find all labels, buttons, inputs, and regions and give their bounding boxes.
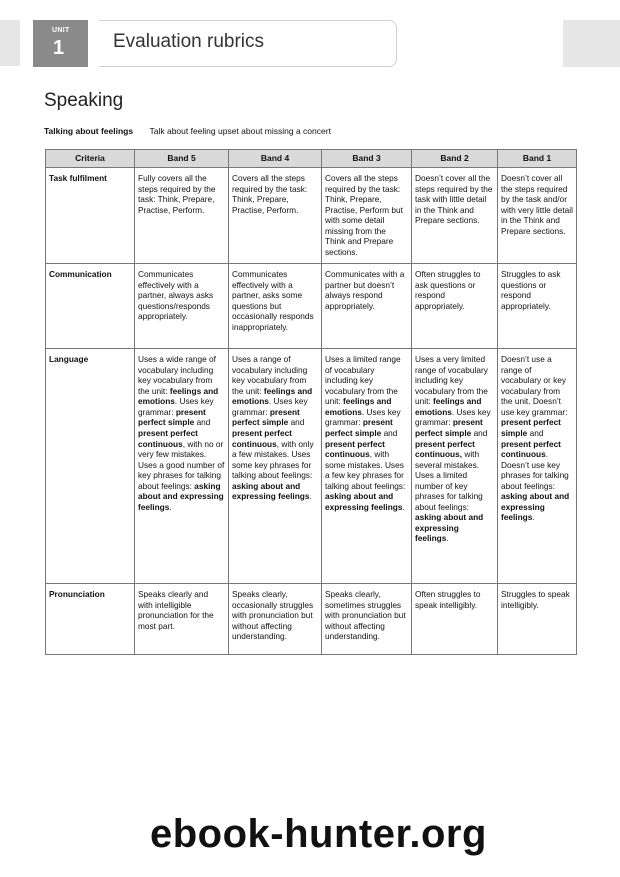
cell-text: .: [402, 501, 405, 512]
cell-text: and: [471, 427, 488, 438]
cell-text: Speaks clearly and with intelligible pronunciation for the most part.: [138, 589, 214, 631]
bold-term: present perfect simple: [415, 417, 483, 438]
cell-text: Communicates effectively with a partner, always asks questions/responds appropriately.: [138, 269, 214, 322]
cell-text: Doesn’t cover all the steps required by the task with little detail in the Think and Prepare sections.: [415, 173, 493, 226]
band-cell: [412, 168, 498, 264]
criteria-cell: Task fulfilment: [46, 168, 135, 264]
band-cell: [135, 264, 229, 349]
band-cell: [135, 349, 229, 584]
unit-badge: [33, 20, 88, 67]
bold-term: present perfect simple: [325, 417, 393, 438]
bold-term: present perfect continuous: [138, 427, 198, 449]
cell-text: Often struggles to ask questions or respond appropriately.: [415, 269, 481, 311]
cell-text: Speaks clearly, sometimes struggles with pronunciation but without affecting understanding.: [325, 589, 406, 642]
cell-text: . Uses key grammar:: [325, 406, 401, 428]
cell-text: .: [309, 491, 312, 502]
table-row: [46, 264, 577, 349]
bold-term: present perfect continuous: [325, 438, 385, 460]
bold-term: asking about and expressing feelings: [232, 480, 310, 502]
header-criteria: Criteria: [46, 150, 135, 168]
band-cell: [412, 584, 498, 655]
header-band-4: Band 4: [229, 150, 322, 168]
cell-text: Often struggles to speak intelligibly.: [415, 589, 481, 610]
left-margin-bar: [0, 20, 20, 66]
band-cell: [498, 264, 577, 349]
cell-text: Struggles to ask questions or respond appropriately.: [501, 269, 561, 311]
band-cell: [135, 584, 229, 655]
bold-term: present perfect continuous: [501, 438, 561, 460]
band-cell: [229, 584, 322, 655]
band-cell: [322, 349, 412, 584]
band-cell: [322, 264, 412, 349]
unit-label: UNIT: [52, 27, 70, 34]
cell-text: .: [446, 533, 449, 544]
cell-text: with several mistakes. Uses a limited number of key phrases for talking about feelings:: [415, 449, 483, 512]
cell-text: . Uses key grammar:: [232, 396, 308, 417]
bold-term: present perfect simple: [232, 406, 300, 428]
band-cell: [498, 349, 577, 584]
cell-text: , with only a few mistakes. Uses some key phrases for talking about feelings:: [232, 438, 314, 481]
right-margin-bar: [563, 20, 620, 67]
title-tab: [99, 20, 397, 67]
cell-text: Uses a limited range of vocabulary including key vocabulary from the unit:: [325, 354, 401, 407]
cell-text: Uses a very limited range of vocabulary including key vocabulary from the unit:: [415, 354, 488, 407]
band-cell: [229, 349, 322, 584]
cell-text: Fully covers all the steps required by the task: Think, Prepare, Practise, Perform.: [138, 173, 216, 215]
bold-term: present perfect simple: [501, 417, 561, 438]
band-cell: [412, 264, 498, 349]
page-title: Evaluation rubrics: [113, 31, 265, 52]
header-band-5: Band 5: [135, 150, 229, 168]
bold-term: asking about and expressing feelings: [138, 480, 224, 512]
cell-text: Covers all the steps required by the task: Think, Prepare, Practise, Perform.: [232, 173, 308, 215]
band-cell: [322, 168, 412, 264]
cell-text: . Doesn’t use key phrases for talking about feelings:: [501, 449, 569, 491]
band-cell: [229, 264, 322, 349]
cell-text: and: [527, 427, 544, 438]
band-cell: [135, 168, 229, 264]
task-description: Talk about feeling upset about missing a concert: [149, 126, 331, 136]
task-label: Talking about feelings: [44, 126, 134, 136]
cell-text: Doesn’t use a range of vocabulary or key vocabulary from the unit. Doesn’t use key grammar:: [501, 354, 568, 417]
criteria-cell: Language: [46, 349, 135, 584]
bold-term: present perfect simple: [138, 406, 206, 428]
bold-term: asking about and expressing feelings: [325, 491, 403, 512]
band-cell: [229, 168, 322, 264]
cell-text: , with some mistakes. Uses a few key phrases for talking about feelings:: [325, 449, 406, 491]
cell-text: and: [288, 417, 305, 428]
criteria-cell: Communication: [46, 264, 135, 349]
cell-text: Communicates effectively with a partner, asks some questions but occasionally responds inappropriately.: [232, 269, 314, 332]
bold-term: asking about and expressing feelings: [415, 512, 484, 544]
watermark-text: ebook-hunter.org: [150, 812, 487, 856]
cell-text: , with no or very few mistakes. Uses a good number of key phrases for talking about feelings:: [138, 438, 225, 491]
bold-term: present perfect continuous: [232, 427, 292, 449]
bold-term: feelings and emotions: [232, 385, 313, 407]
header-band-1: Band 1: [498, 150, 577, 168]
band-cell: [498, 584, 577, 655]
cell-text: .: [532, 512, 535, 523]
band-cell: [412, 349, 498, 584]
cell-text: Covers all the steps required by the task: Think, Prepare, Practise, Perform but with some detail missing from the Think and Prepare sections.: [325, 173, 403, 257]
cell-text: . Uses key grammar:: [415, 406, 491, 428]
rubric-table: [45, 149, 577, 655]
unit-number: 1: [53, 37, 65, 59]
header-row: [46, 150, 577, 168]
cell-text: .: [169, 501, 172, 512]
bold-term: feelings and emotions: [415, 396, 482, 417]
cell-text: Uses a wide range of vocabulary including key vocabulary from the unit:: [138, 354, 216, 396]
cell-text: Communicates with a partner but doesn’t always respond appropriately.: [325, 269, 405, 311]
task-line: [44, 126, 331, 136]
cell-text: and: [194, 417, 211, 428]
header-band-2: Band 2: [412, 150, 498, 168]
bold-term: feelings and emotions: [325, 396, 392, 417]
bold-term: feelings and emotions: [138, 385, 219, 407]
table-row: [46, 349, 577, 584]
cell-text: Speaks clearly, occasionally struggles with pronunciation but without affecting understanding.: [232, 589, 314, 642]
table-row: [46, 168, 577, 264]
bold-term: present perfect continuous,: [415, 438, 475, 460]
table-row: [46, 584, 577, 655]
band-cell: [322, 584, 412, 655]
bold-term: asking about and expressing feelings: [501, 491, 570, 523]
section-title: Speaking: [44, 90, 124, 111]
cell-text: Doesn’t cover all the steps required by the task and/or with very little detail in the Think and Prepare sections.: [501, 173, 573, 236]
cell-text: and: [381, 427, 398, 438]
cell-text: Struggles to speak intelligibly.: [501, 589, 570, 610]
band-cell: [498, 168, 577, 264]
header-band-3: Band 3: [322, 150, 412, 168]
cell-text: . Uses key grammar:: [138, 396, 214, 417]
criteria-cell: Pronunciation: [46, 584, 135, 655]
cell-text: Uses a range of vocabulary including key vocabulary from the unit:: [232, 354, 308, 396]
